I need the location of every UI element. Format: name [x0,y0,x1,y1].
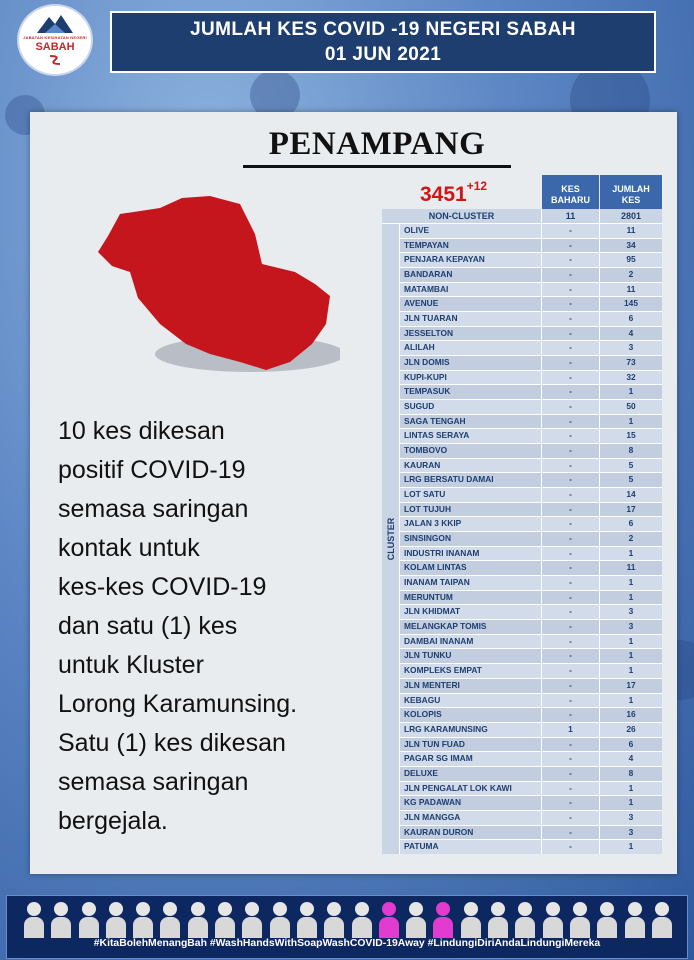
table-row [399,810,662,825]
frontliner-icon [105,900,127,938]
cluster-new-cases: - [541,370,599,385]
cluster-new-cases: - [541,252,599,267]
table-row [399,722,662,737]
cluster-name: MERUNTUM [399,590,541,605]
cluster-new-cases: 1 [541,722,599,737]
cluster-name: JLN DOMIS [399,355,541,370]
description-line: kes-kes COVID-19 [58,573,267,601]
frontliner-icon [351,900,373,938]
table-row [399,311,662,326]
cluster-name: LOT TUJUH [399,502,541,517]
cluster-new-cases: - [541,311,599,326]
table-row [399,516,662,531]
cluster-name: DAMBAI INANAM [399,634,541,649]
cluster-name: SINSINGON [399,531,541,546]
cluster-name: LRG BERSATU DAMAI [399,472,541,487]
footer-banner [6,895,688,959]
total-cases-value: 3451 [420,183,467,206]
description-line: semasa saringan [58,495,249,523]
cluster-new-cases: - [541,781,599,796]
cluster-total-cases: 4 [599,326,662,341]
cluster-total-cases: 50 [599,399,662,414]
cluster-total-cases: 1 [599,663,662,678]
cluster-total-cases: 3 [599,810,662,825]
cluster-name: AVENUE [399,296,541,311]
non-cluster-row [382,209,662,223]
cluster-new-cases: - [541,810,599,825]
cluster-new-cases: - [541,223,599,238]
cluster-total-cases: 2 [599,531,662,546]
table-row [399,340,662,355]
cluster-name: KG PADAWAN [399,795,541,810]
cluster-new-cases: - [541,340,599,355]
cluster-total-cases: 95 [599,252,662,267]
cluster-table [382,209,662,854]
cluster-new-cases: - [541,326,599,341]
cluster-name: MATAMBAI [399,282,541,297]
cluster-name: PATUMA [399,839,541,854]
cluster-new-cases: - [541,238,599,253]
table-row [399,707,662,722]
hashtags: #KitaBolehMenangBah #WashHandsWithSoapWashCOVID-19Away #LindungiDiriAndaLindungiMereka [93,938,601,949]
cluster-total-cases: 26 [599,722,662,737]
cluster-name: JLN PENGALAT LOK KAWI [399,781,541,796]
cluster-total-cases: 17 [599,678,662,693]
cluster-new-cases: - [541,502,599,517]
cluster-new-cases: - [541,634,599,649]
frontliner-icon [487,900,509,938]
non-cluster-label: NON-CLUSTER [382,209,541,223]
table-row [399,443,662,458]
cluster-new-cases: - [541,825,599,840]
table-row [399,737,662,752]
cluster-new-cases: - [541,693,599,708]
cluster-name: DELUXE [399,766,541,781]
cluster-new-cases: - [541,399,599,414]
cluster-total-cases: 6 [599,311,662,326]
cluster-name: JLN MENTERI [399,678,541,693]
cluster-name: INANAM TAIPAN [399,575,541,590]
cluster-new-cases: - [541,707,599,722]
cluster-name: KAURAN DURON [399,825,541,840]
frontliner-icon [132,900,154,938]
logo-top-text: JABATAN KESIHATAN NEGERI [23,35,87,40]
cluster-total-cases: 73 [599,355,662,370]
cluster-total-cases: 3 [599,619,662,634]
cluster-new-cases: - [541,267,599,282]
frontliners-row [23,900,673,938]
cluster-name: TOMBOVO [399,443,541,458]
cluster-name: JLN TUNKU [399,648,541,663]
cluster-new-cases: - [541,604,599,619]
cluster-total-cases: 3 [599,340,662,355]
table-row [399,238,662,253]
cluster-new-cases: - [541,560,599,575]
cluster-total-cases: 1 [599,795,662,810]
table-row [399,458,662,473]
cluster-name: JLN KHIDMAT [399,604,541,619]
frontliner-icon [460,900,482,938]
logo-swirl-icon [48,53,62,67]
cluster-new-cases: - [541,458,599,473]
cluster-name: ALILAH [399,340,541,355]
cluster-total-cases: 1 [599,546,662,561]
cluster-total-cases: 1 [599,693,662,708]
cluster-new-cases: - [541,414,599,429]
cluster-new-cases: - [541,737,599,752]
frontliner-icon [405,900,427,938]
cluster-total-cases: 1 [599,384,662,399]
table-row [399,399,662,414]
new-cases-value: +12 [466,179,488,193]
cluster-new-cases: - [541,443,599,458]
cluster-side-label: CLUSTER [382,223,399,854]
table-row [399,355,662,370]
description-line: Lorong Karamunsing. [58,690,298,718]
frontliner-icon [378,900,400,938]
frontliner-icon [569,900,591,938]
description-line: dan satu (1) kes [58,612,238,640]
cluster-name: SUGUD [399,399,541,414]
table-row [399,619,662,634]
cluster-new-cases: - [541,282,599,297]
table-row [399,223,662,238]
total-cases [420,179,488,207]
description-line: untuk Kluster [58,651,204,679]
cluster-total-cases: 145 [599,296,662,311]
cluster-total-cases: 14 [599,487,662,502]
table-row [399,252,662,267]
cluster-total-cases: 3 [599,825,662,840]
cluster-total-cases: 34 [599,238,662,253]
sabah-logo [17,4,93,76]
cluster-name: JESSELTON [399,326,541,341]
cluster-name: KAURAN [399,458,541,473]
table-row [399,560,662,575]
cluster-new-cases: - [541,428,599,443]
cluster-total-cases: 32 [599,370,662,385]
cluster-name: TEMPASUK [399,384,541,399]
description-line: Satu (1) kes dikesan [58,729,286,757]
description-line: semasa saringan [58,768,249,796]
cluster-total-cases: 15 [599,428,662,443]
description-line: bergejala. [58,807,168,835]
frontliner-icon [323,900,345,938]
description-line: positif COVID-19 [58,456,246,484]
cluster-total-cases: 8 [599,766,662,781]
cluster-new-cases: - [541,619,599,634]
table-row [399,370,662,385]
cluster-total-cases: 1 [599,634,662,649]
cluster-total-cases: 1 [599,781,662,796]
frontliner-icon [596,900,618,938]
table-row [399,663,662,678]
cluster-name: TEMPAYAN [399,238,541,253]
table-row [399,575,662,590]
cluster-name: LINTAS SERAYA [399,428,541,443]
cluster-name: LRG KARAMUNSING [399,722,541,737]
cluster-total-cases: 8 [599,443,662,458]
logo-text: SABAH [35,41,75,53]
table-row [399,590,662,605]
frontliner-icon [214,900,236,938]
table-row [399,428,662,443]
cluster-name: JLN TUN FUAD [399,737,541,752]
table-row [399,414,662,429]
table-row [399,282,662,297]
cluster-new-cases: - [541,516,599,531]
frontliner-icon [78,900,100,938]
cluster-new-cases: - [541,355,599,370]
table-row [399,693,662,708]
cluster-new-cases: - [541,472,599,487]
district-map [90,194,340,384]
frontliner-icon [624,900,646,938]
district-panel [30,112,677,874]
frontliner-icon [241,900,263,938]
case-description [58,412,388,841]
cluster-total-cases: 4 [599,751,662,766]
cluster-total-cases: 1 [599,648,662,663]
table-row [399,634,662,649]
cluster-new-cases: - [541,546,599,561]
table-row [399,781,662,796]
table-row [399,326,662,341]
table-row [399,487,662,502]
cluster-total-cases: 16 [599,707,662,722]
cluster-section [382,223,662,854]
description-line: 10 kes dikesan [58,417,225,445]
frontliner-icon [432,900,454,938]
column-header-jumlah-kes: JUMLAH KES [600,175,662,215]
cluster-name: KOMPLEKS EMPAT [399,663,541,678]
cluster-new-cases: - [541,678,599,693]
frontliner-icon [187,900,209,938]
table-row [399,472,662,487]
frontliner-icon [514,900,536,938]
cluster-name: OLIVE [399,223,541,238]
cluster-name: JLN TUARAN [399,311,541,326]
header-title: JUMLAH KES COVID -19 NEGERI SABAH [190,18,576,40]
table-row [399,678,662,693]
table-row [399,825,662,840]
frontliner-icon [296,900,318,938]
table-row [399,531,662,546]
frontliner-icon [50,900,72,938]
cluster-total-cases: 5 [599,472,662,487]
page-header [110,11,656,73]
cluster-total-cases: 5 [599,458,662,473]
cluster-total-cases: 3 [599,604,662,619]
cluster-total-cases: 11 [599,282,662,297]
table-row [399,604,662,619]
table-row [399,839,662,854]
cluster-new-cases: - [541,575,599,590]
non-cluster-total: 2801 [599,209,662,223]
description-line: kontak untuk [58,534,200,562]
table-row [399,795,662,810]
mountain-icon [35,13,75,35]
cluster-new-cases: - [541,487,599,502]
cluster-name: KOLAM LINTAS [399,560,541,575]
frontliner-icon [542,900,564,938]
cluster-new-cases: - [541,296,599,311]
cluster-name: PENJARA KEPAYAN [399,252,541,267]
cluster-name: KEBAGU [399,693,541,708]
cluster-total-cases: 6 [599,737,662,752]
non-cluster-new: 11 [541,209,599,223]
cluster-new-cases: - [541,663,599,678]
cluster-new-cases: - [541,531,599,546]
frontliner-icon [269,900,291,938]
table-row [399,766,662,781]
cluster-total-cases: 1 [599,839,662,854]
frontliner-icon [159,900,181,938]
cluster-new-cases: - [541,648,599,663]
cluster-new-cases: - [541,590,599,605]
cluster-rows [399,223,662,854]
cluster-total-cases: 17 [599,502,662,517]
cluster-total-cases: 11 [599,223,662,238]
cluster-name: KUPI-KUPI [399,370,541,385]
table-row [399,267,662,282]
cluster-name: JLN MANGGA [399,810,541,825]
district-title: PENAMPANG [243,126,511,168]
cluster-name: PAGAR SG IMAM [399,751,541,766]
cluster-new-cases: - [541,839,599,854]
table-row [399,648,662,663]
cluster-total-cases: 1 [599,575,662,590]
cluster-name: INDUSTRI INANAM [399,546,541,561]
cluster-name: MELANGKAP TOMIS [399,619,541,634]
table-row [399,384,662,399]
cluster-name: LOT SATU [399,487,541,502]
cluster-name: SAGA TENGAH [399,414,541,429]
frontliner-icon [651,900,673,938]
cluster-new-cases: - [541,384,599,399]
cluster-total-cases: 6 [599,516,662,531]
table-row [399,296,662,311]
cluster-new-cases: - [541,795,599,810]
cluster-total-cases: 2 [599,267,662,282]
cluster-total-cases: 1 [599,414,662,429]
table-row [399,502,662,517]
cluster-new-cases: - [541,751,599,766]
table-row [399,751,662,766]
cluster-total-cases: 11 [599,560,662,575]
cluster-new-cases: - [541,766,599,781]
cluster-name: BANDARAN [399,267,541,282]
table-row [399,546,662,561]
column-header-kes-baharu: KES BAHARU [542,175,599,215]
cluster-total-cases: 1 [599,590,662,605]
cluster-name: JALAN 3 KKIP [399,516,541,531]
header-date: 01 JUN 2021 [324,43,442,65]
cluster-name: KOLOPIS [399,707,541,722]
frontliner-icon [23,900,45,938]
